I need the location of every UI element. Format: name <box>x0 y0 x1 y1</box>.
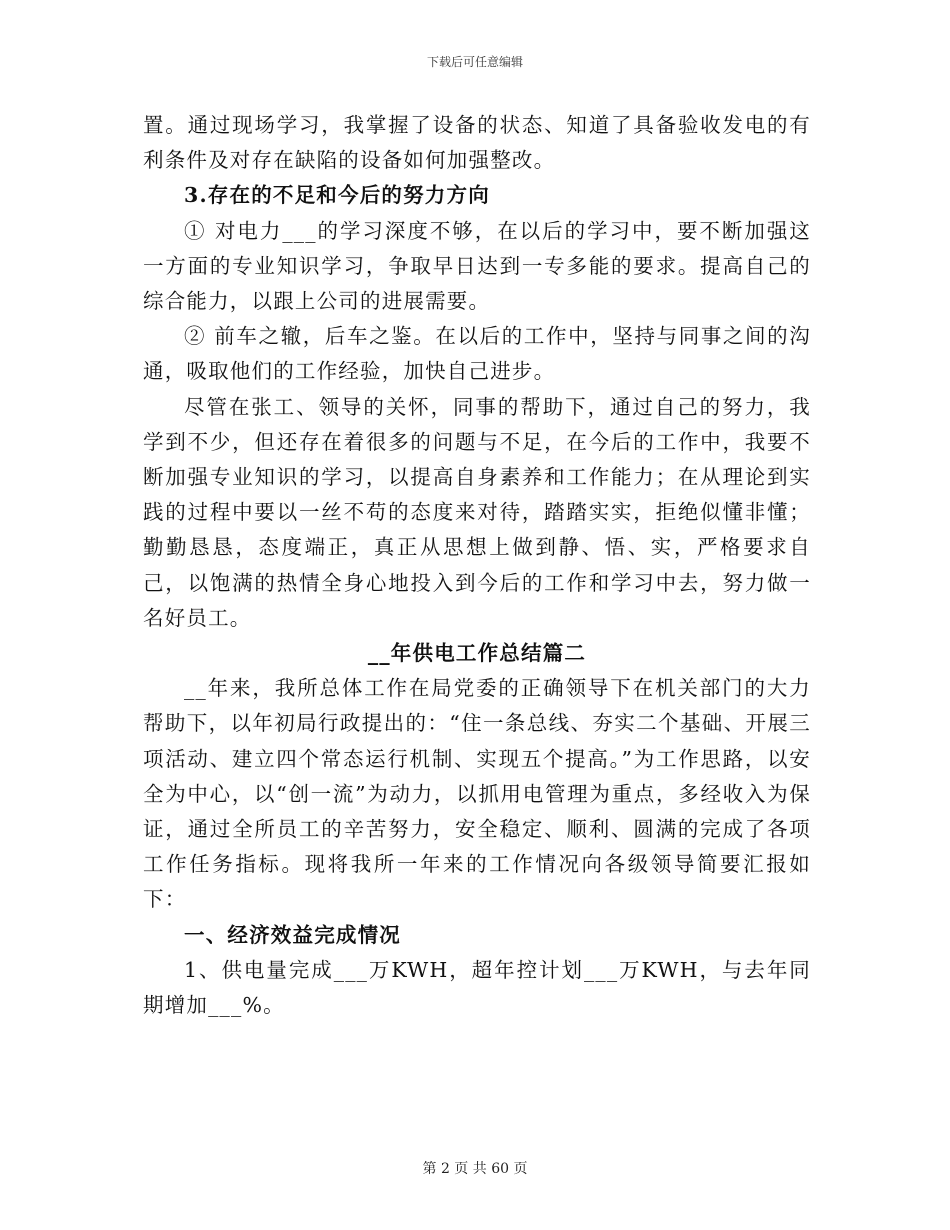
document-body <box>143 108 811 1023</box>
paragraph-power-supply: 1、供电量完成___万KWH，超年控计划___万KWH，与去年同期增加___%。 <box>143 957 811 1018</box>
paragraph-continuation: 置。通过现场学习，我掌握了设备的状态、知道了具备验收发电的有利条件及对存在缺陷的设备如何加强整改。 <box>143 113 811 173</box>
paragraph-point-2: ② 前车之辙，后车之鉴。在以后的工作中，坚持与同事之间的沟通，吸取他们的工作经验，加快自己进步。 <box>143 324 811 384</box>
page-header: 下载后可任意编辑 <box>426 55 523 69</box>
paragraph-point-1: ① 对电力___的学习深度不够，在以后的学习中，要不断加强这一方面的专业知识学习，争取早日达到一专多能的要求。提高自己的综合能力，以跟上公司的进展需要。 <box>143 218 811 314</box>
paragraph-intro-part-two: __年来，我所总体工作在局党委的正确领导下在机关部门的大力帮助下，以年初局行政提出的：“住一条总线、夯实二个基础、开展三项活动、建立四个常态运行机制、实现五个提高。”为工作思路，以安全为中心，以“创一流”为动力，以抓用电管理为重点，多经收入为保证，通过全所员工的辛苦努力，安全稳定、顺利、圆满的完成了各项工作任务指标。现将我所一年来的工作情况向各级领导简要汇报如下： <box>143 676 811 912</box>
section-heading-shortcomings: 3.存在的不足和今后的努力方向 <box>184 183 490 208</box>
page-number: 第 2 页 共 60 页 <box>422 1161 528 1177</box>
section-heading-economic-results: 一、经济效益完成情况 <box>184 922 401 947</box>
paragraph-conclusion: 尽管在张工、领导的关怀，同事的帮助下，通过自己的努力，我学到不少，但还存在着很多的问题与不足，在今后的工作中，我要不断加强专业知识的学习，以提高自身素养和工作能力；在从理论到实践的过程中要以一丝不苟的态度来对待，踏踏实实，拒绝似懂非懂；勤勤恳恳，态度端正，真正从思想上做到静、悟、实，严格要求自己，以饱满的热情全身心地投入到今后的工作和学习中去，努力做一名好员工。 <box>143 394 811 630</box>
article-title-part-two: __年供电工作总结篇二 <box>367 641 587 666</box>
